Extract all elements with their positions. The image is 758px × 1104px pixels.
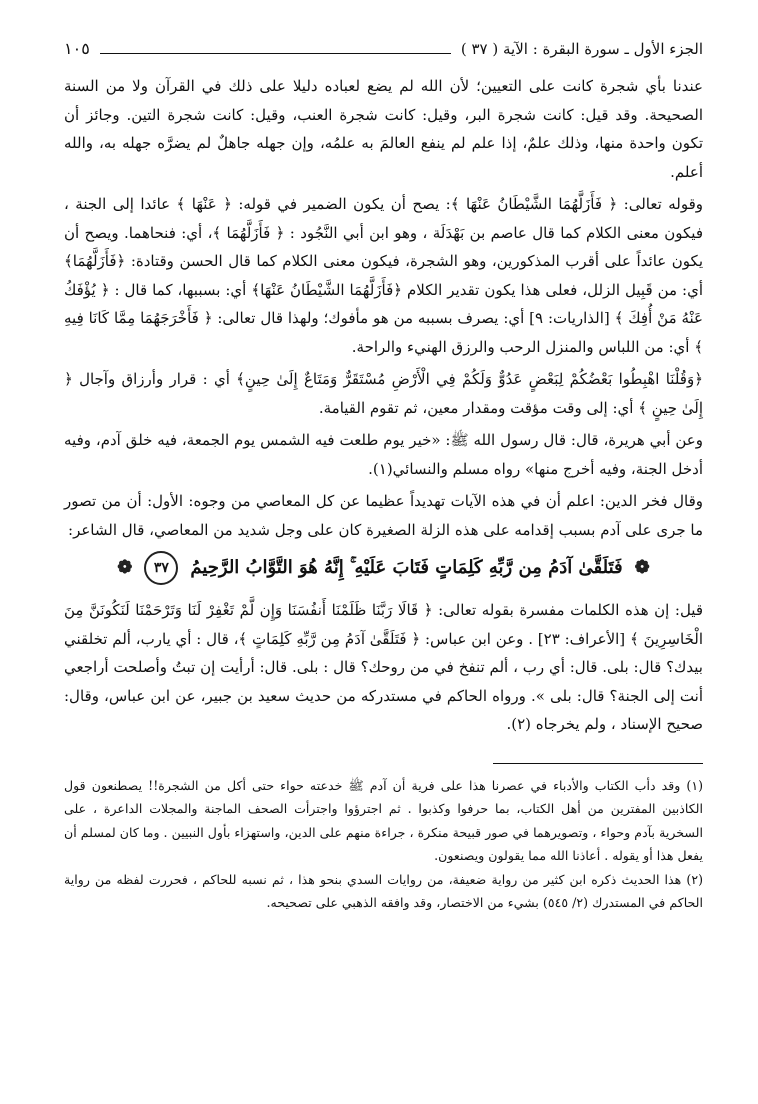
footnote: (٢) هذا الحديث ذكره ابن كثير من رواية ضعيفة، من روايات السدي بنحو هذا ، ثم نسبه للحاكم ، فحررت لفظه من رواية الحاكم في المستدرك (٢/ ٥٤٥) بشيء من الاختصار، وقد وافقه الذهبي على تصحيحه. bbox=[64, 871, 703, 910]
paragraph: ﴿وَقُلْنَا اهْبِطُوا بَعْضُكُمْ لِبَعْضٍ عَدُوٌّ وَلَكُمْ فِي الْأَرْضِ مُسْتَقَرٌّ وَمَتَاعٌ إِلَىٰ حِينٍ﴾ أي : قرار وأرزاق وآجال ﴿ إِلَىٰ حِينٍ ﴾ أي: إلى وقت مؤقت ومقدار معين، ثم تقوم القيامة. bbox=[64, 370, 703, 417]
ayah-number-medallion: ٣٧ bbox=[144, 551, 178, 585]
verse-ornament-icon: ❁ bbox=[117, 557, 133, 578]
footnote: (١) وقد دأب الكتاب والأدباء في عصرنا هذا على فرية أن آدم ﷺ خدعته حواء حتى أكل من الشجرة!! يصطنعون قول الكاذبين المفترين من أهل الكتاب، بما حرفوا وكذبوا . ثم اجترؤوا واجترأت الصحف الماجنة والمجلات الداعرة ، على السخرية بآدم وحواء ، وتصويرهما في صور قبيحة منكرة ، جراءة منهم على الدين، واستهزاء بأول النبيين . وما كان لمسلم أن يفعل هذا أو يقوله . أعاذنا الله مما يقولون ويصنعون. bbox=[64, 777, 703, 863]
paragraph: وعن أبي هريرة، قال: قال رسول الله ﷺ: «خير يوم طلعت فيه الشمس يوم الجمعة، فيه خلق آدم، وفيه أدخل الجنة، وفيه أخرج منها» رواه مسلم والنسائي(١). bbox=[64, 431, 703, 478]
footnote-divider bbox=[493, 763, 703, 764]
running-title: الجزء الأول ـ سورة البقرة : الآية ( ٣٧ ) bbox=[460, 40, 703, 58]
footnotes bbox=[64, 774, 703, 915]
verse-banner bbox=[64, 550, 703, 586]
page-number: ١٠٥ bbox=[64, 39, 90, 58]
header-rule bbox=[100, 53, 451, 54]
page-header bbox=[64, 34, 703, 60]
paragraph: عندنا بأي شجرة كانت على التعيين؛ لأن الله لم يضع لعباده دليلا على ذلك في القرآن ولا من السنة الصحيحة. وقد قيل: كانت شجرة البر، وقيل: كانت شجرة العنب، وقيل: كانت شجرة التين. وجائز أن تكون واحدة منها، وذلك علمٌ، إذا علم لم ينفع العالمَ به علمُه، وإن جهله جاهلٌ لم يضرَّه جهله به، والله أعلم. bbox=[64, 77, 703, 181]
main-text bbox=[64, 72, 703, 739]
paragraph: وقال فخر الدين: اعلم أن في هذه الآيات تهديداً عظيما عن كل المعاصي من وجوه: الأول: أن من تصور ما جرى على آدم بسبب إقدامه على هذه الزلة الصغيرة كان على وجل شديد من المعاصي، قال الشاعر: bbox=[64, 492, 703, 539]
verse-ornament-icon: ❁ bbox=[634, 557, 650, 578]
paragraph: وقوله تعالى: ﴿ فَأَزَلَّهُمَا الشَّيْطَانُ عَنْهَا ﴾: يصح أن يكون الضمير في قوله: ﴿ عَنْهَا ﴾ عائدا إلى الجنة ، فيكون معنى الكلام كما قال عاصم بن بَهْدَلَة ، وهو ابن أبي النَّجُود : ﴿ فَأَزَلَّهُمَا ﴾، أي: فنحاهما. ويصح أن يكون عائداً على أقرب المذكورين، وهو الشجرة، فيكون معنى الكلام كما قال الحسن وقتادة: ﴿فَأَزَلَّهُمَا﴾ أي: من قَبِيل الزلل، فعلى هذا يكون تقدير الكلام ﴿فَأَزَلَّهُمَا الشَّيْطَانُ عَنْهَا﴾ أي: بسببها، كما قال : ﴿ يُؤْفَكُ عَنْهُ مَنْ أُفِكَ ﴾ [الذاريات: ٩] أي: يصرف بسببه من هو مأفوك؛ ولهذا قال تعالى: ﴿ فَأَخْرَجَهُمَا مِمَّا كَانَا فِيهِ ﴾ أي: من اللباس والمنزل الرحب والرزق الهنيء والراحة. bbox=[64, 195, 703, 356]
paragraph: قيل: إن هذه الكلمات مفسرة بقوله تعالى: ﴿ قَالَا رَبَّنَا ظَلَمْنَا أَنفُسَنَا وَإِن لَّمْ تَغْفِرْ لَنَا وَتَرْحَمْنَا لَنَكُونَنَّ مِنَ الْخَاسِرِينَ ﴾ [الأعراف: ٢٣] . وعن ابن عباس: ﴿ فَتَلَقَّىٰ آدَمُ مِن رَّبِّهِ كَلِمَاتٍ ﴾، قال : أي يارب، ألم تخلقني بيدك؟ قال: بلى. قال: أي رب ، ألم تنفخ في من روحك؟ قال : بلى. قال: أرأيت إن تبتُ وأصلحت أراجعي أنت إلى الجنة؟ قال: بلى ». ورواه الحاكم في مستدركه من حديث سعيد بن جبير، عن ابن عباس، وقال: صحيح الإسناد ، ولم يخرجاه (٢). bbox=[64, 601, 703, 733]
verse-text: فَتَلَقَّىٰ آدَمُ مِن رَّبِّهِ كَلِمَاتٍ فَتَابَ عَلَيْهِ ۚ إِنَّهُ هُوَ التَّوَّابُ الرَّحِيمُ bbox=[190, 557, 623, 578]
